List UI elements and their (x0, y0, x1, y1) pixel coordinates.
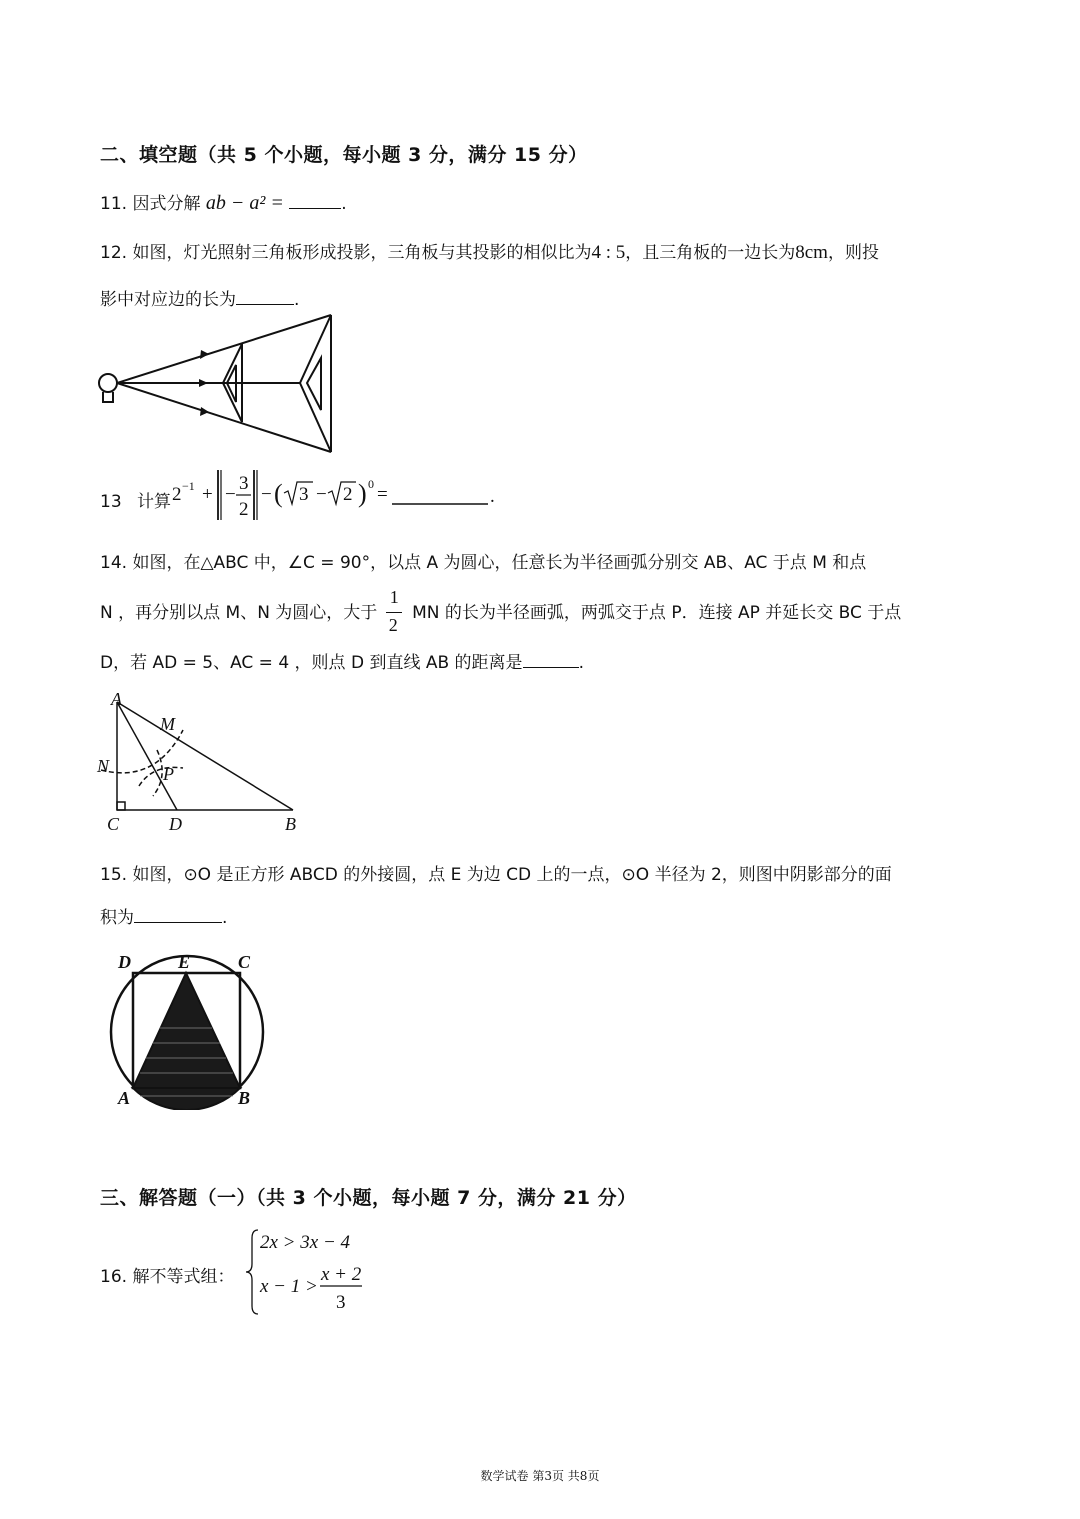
page-footer: 数学试卷 第3页 共8页 (480, 1469, 600, 1483)
svg-text:=: = (377, 484, 388, 505)
svg-text:−: − (225, 484, 236, 505)
answer-blank (134, 906, 222, 923)
label-A: A (118, 1088, 131, 1108)
question-14-line2 (100, 587, 902, 635)
label-P: P (163, 764, 174, 784)
answer-blank (289, 192, 341, 209)
question-11 (100, 189, 347, 215)
label-C: C (238, 952, 251, 972)
inequality-2-left: x − 1 > (260, 1276, 318, 1297)
label-E: E (178, 952, 191, 972)
fraction-half: $\frac{1}{2}$ (383, 603, 407, 623)
question-text: 计算 (137, 492, 172, 512)
label-N: N (97, 756, 110, 776)
svg-text:−: − (316, 484, 327, 505)
question-text: MN 的长为半径画弧，两弧交于点 P．连接 AP 并延长交 BC 于点 (412, 603, 902, 623)
math-expression: ab − a² = (205, 192, 284, 214)
label-B: B (238, 1088, 251, 1108)
svg-text:3: 3 (299, 484, 309, 505)
svg-text:−: − (261, 484, 272, 505)
inequality-system (244, 1226, 384, 1318)
question-15-line2 (100, 903, 227, 928)
question-number: 11. (100, 194, 128, 214)
question-text: 积为 (100, 908, 134, 928)
question-number: 13 (100, 492, 122, 512)
label-D: D (118, 952, 131, 972)
svg-text:+: + (202, 484, 213, 505)
label-D: D (169, 814, 182, 834)
lamp-base (103, 392, 113, 402)
question-14-line3 (100, 648, 584, 673)
ratio-value: 4 : 5 (591, 242, 626, 263)
period: . (294, 290, 300, 310)
question-text: ，则投 (827, 243, 879, 263)
fraction-denominator: 3 (336, 1292, 346, 1313)
q13-formula (170, 462, 500, 526)
question-text: N ，再分别以点 M、N 为圆心，大于 (100, 603, 378, 623)
question-text: 因式分解 (132, 194, 201, 214)
question-text: ，且三角板的一边长为 (625, 243, 796, 263)
lamp-icon (99, 374, 117, 392)
brace (246, 1230, 258, 1314)
period: . (341, 194, 347, 214)
triangle-abc-figure (95, 688, 310, 838)
question-12-line1 (100, 238, 879, 264)
question-16: 16. 解不等式组： (100, 1267, 235, 1287)
triangle-projection (300, 315, 331, 452)
section-title: 二、填空题（共 5 个小题，每小题 3 分，满分 15 分） (100, 144, 588, 166)
section-title: 三、解答题（一）（共 3 个小题，每小题 7 分，满分 21 分） (100, 1187, 637, 1209)
length-value: 8cm (795, 242, 828, 263)
inequality-1: 2x > 3x − 4 (260, 1232, 351, 1253)
svg-text:2: 2 (343, 484, 353, 505)
label-M: M (160, 714, 175, 734)
label-C: C (107, 814, 120, 834)
answer-blank (523, 651, 579, 668)
svg-text:0: 0 (368, 477, 374, 491)
svg-text:−1: −1 (182, 479, 195, 493)
question-15-line1: 15. 如图，⊙O 是正方形 ABCD 的外接圆，点 E 为边 CD 上的一点，⊙O 半径为 2，则图中阴影部分的面 (100, 865, 892, 885)
period: . (578, 653, 584, 673)
shaded-segment (133, 1088, 240, 1110)
svg-text:): ) (358, 479, 367, 508)
question-text: 12. 如图，灯光照射三角板形成投影，三角板与其投影的相似比为 (100, 243, 592, 263)
fraction-numerator: x + 2 (321, 1264, 362, 1285)
svg-text:(: ( (274, 479, 283, 508)
projection-figure (95, 310, 345, 455)
answer-blank (236, 288, 294, 305)
label-A: A (111, 689, 122, 709)
svg-text:2: 2 (172, 484, 182, 505)
question-12-line2 (100, 285, 299, 310)
svg-text:.: . (490, 486, 495, 507)
question-text: D，若 AD = 5、AC = 4 ，则点 D 到直线 AB 的距离是 (100, 653, 523, 673)
question-13 (100, 487, 171, 512)
label-B: B (285, 814, 296, 834)
shaded-triangle (133, 973, 240, 1088)
circle-square-figure (108, 948, 268, 1110)
question-14-line1: 14. 如图，在△ABC 中，∠C = 90°，以点 A 为圆心，任意长为半径画弧分别交 AB、AC 于点 M 和点 (100, 553, 867, 573)
period: . (222, 908, 228, 928)
svg-text:2: 2 (239, 499, 249, 520)
svg-text:3: 3 (239, 473, 249, 494)
question-text: 影中对应边的长为 (100, 290, 236, 310)
